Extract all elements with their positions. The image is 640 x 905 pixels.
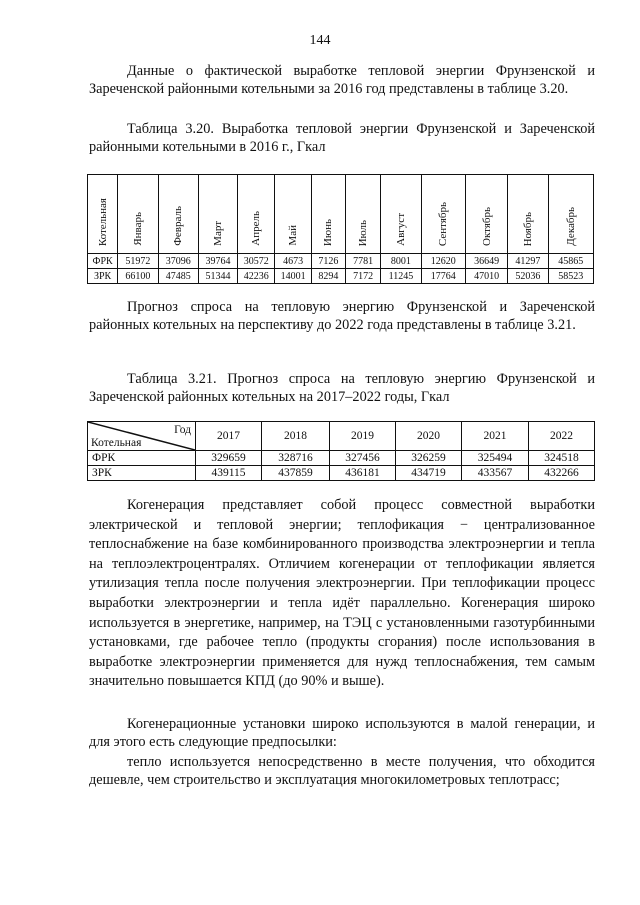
table-20-header-cell: Апрель bbox=[238, 175, 275, 254]
table-21-year-cell: 2019 bbox=[330, 422, 396, 451]
body-paragraph-small-generation: Когенерационные установки широко используются в малой генерации, и для этого есть следующие предпосылки: bbox=[89, 716, 595, 751]
table-20-header-cell: Январь bbox=[118, 175, 158, 254]
table-cell: ФРК bbox=[88, 254, 118, 269]
corner-label-year: Год bbox=[174, 424, 191, 436]
table-row bbox=[88, 466, 595, 481]
table-3-20 bbox=[87, 174, 594, 284]
table-20-header-cell: Сентябрь bbox=[421, 175, 465, 254]
table-cell: 36649 bbox=[465, 254, 507, 269]
page-number: 144 bbox=[309, 33, 331, 48]
table-cell: 47485 bbox=[158, 269, 198, 284]
table-cell: 41297 bbox=[508, 254, 548, 269]
table-cell: 12620 bbox=[421, 254, 465, 269]
table-cell: 4673 bbox=[275, 254, 311, 269]
table-cell: 58523 bbox=[548, 269, 593, 284]
table-cell: ФРК bbox=[88, 451, 196, 466]
table-cell: 14001 bbox=[275, 269, 311, 284]
table-21-year-cell: 2020 bbox=[396, 422, 462, 451]
table-20-header-cell: Февраль bbox=[158, 175, 198, 254]
table-cell: 42236 bbox=[238, 269, 275, 284]
table-cell: 51972 bbox=[118, 254, 158, 269]
table-cell: 45865 bbox=[548, 254, 593, 269]
table-cell: 328716 bbox=[262, 451, 330, 466]
table-cell: ЗРК bbox=[88, 466, 196, 481]
table-20-header-row bbox=[88, 175, 594, 254]
table-cell: 52036 bbox=[508, 269, 548, 284]
table-3-21 bbox=[87, 421, 595, 481]
table-cell: 11245 bbox=[381, 269, 421, 284]
table-21-year-cell: 2022 bbox=[529, 422, 595, 451]
table-cell: 326259 bbox=[396, 451, 462, 466]
table-row bbox=[88, 254, 594, 269]
table-20-header-cell: Август bbox=[381, 175, 421, 254]
table-21-caption: Таблица 3.21. Прогноз спроса на тепловую энергию Фрунзенской и Зареченской районных котельных на 2017–2022 годы, Гкал bbox=[89, 371, 595, 406]
table-20-header-cell: Октябрь bbox=[465, 175, 507, 254]
table-cell: 329659 bbox=[196, 451, 262, 466]
table-cell: 433567 bbox=[462, 466, 529, 481]
table-row bbox=[88, 269, 594, 284]
table-cell: 51344 bbox=[198, 269, 237, 284]
table-cell: ЗРК bbox=[88, 269, 118, 284]
table-cell: 8001 bbox=[381, 254, 421, 269]
table-cell: 7126 bbox=[311, 254, 345, 269]
table-20-header-cell: Декабрь bbox=[548, 175, 593, 254]
table-cell: 66100 bbox=[118, 269, 158, 284]
table-21-year-cell: 2018 bbox=[262, 422, 330, 451]
table-20-header-cell: Ноябрь bbox=[508, 175, 548, 254]
table-20-header-cell: Июнь bbox=[311, 175, 345, 254]
table-cell: 327456 bbox=[330, 451, 396, 466]
table-cell: 30572 bbox=[238, 254, 275, 269]
table-20-header-cell: Июль bbox=[345, 175, 380, 254]
table-21-corner-cell bbox=[88, 422, 196, 451]
table-21-year-cell: 2021 bbox=[462, 422, 529, 451]
table-row bbox=[88, 451, 595, 466]
table-cell: 47010 bbox=[465, 269, 507, 284]
table-cell: 17764 bbox=[421, 269, 465, 284]
table-cell: 437859 bbox=[262, 466, 330, 481]
intro-paragraph-1: Данные о фактической выработке тепловой энергии Фрунзенской и Зареченской районными котельными за 2016 год представлены в таблице 3.20. bbox=[89, 63, 595, 98]
table-cell: 7172 bbox=[345, 269, 380, 284]
table-cell: 7781 bbox=[345, 254, 380, 269]
table-cell: 39764 bbox=[198, 254, 237, 269]
table-21-year-cell: 2017 bbox=[196, 422, 262, 451]
body-paragraph-heat-usage: тепло используется непосредственно в месте получения, что обходится дешевле, чем строительство и эксплуатация многокилометровых теплотрасс; bbox=[89, 754, 595, 789]
table-cell: 324518 bbox=[529, 451, 595, 466]
corner-label-boiler: Котельная bbox=[91, 437, 142, 449]
table-20-header-cell: Май bbox=[275, 175, 311, 254]
table-cell: 325494 bbox=[462, 451, 529, 466]
body-paragraph-cogeneration: Когенерация представляет собой процесс совместной выработки электрической и тепловой энергии; теплофикация − централизованное теплоснабжение на базе комбинированного производства электроэнергии и тепла на теплоэлектроцентралях. Отличием когенерации от теплофикации является утилизация тепла после получения электроэнергии. При теплофикации процесс выработки электроэнергии и тепла идёт параллельно. Когенерация широко используется в энергетике, например, на ТЭЦ с установленными газотурбинными установками, где рабочее тепло (продукты сгорания) после использования в выработке электроэнергии применяется для нужд теплоснабжения, тем самым значительно повышается КПД (до 90% и выше). bbox=[89, 497, 595, 690]
table-cell: 439115 bbox=[196, 466, 262, 481]
table-cell: 436181 bbox=[330, 466, 396, 481]
intro-paragraph-2: Прогноз спроса на тепловую энергию Фрунзенской и Зареченской районных котельных на перспективу до 2022 года представлены в таблице 3.21. bbox=[89, 299, 595, 334]
table-cell: 432266 bbox=[529, 466, 595, 481]
table-21-header-row bbox=[88, 422, 595, 451]
table-cell: 37096 bbox=[158, 254, 198, 269]
table-20-header-cell: Котельная bbox=[88, 175, 118, 254]
table-cell: 434719 bbox=[396, 466, 462, 481]
table-20-caption: Таблица 3.20. Выработка тепловой энергии Фрунзенской и Зареченской районными котельными в 2016 г., Гкал bbox=[89, 121, 595, 156]
table-cell: 8294 bbox=[311, 269, 345, 284]
table-20-header-cell: Март bbox=[198, 175, 237, 254]
